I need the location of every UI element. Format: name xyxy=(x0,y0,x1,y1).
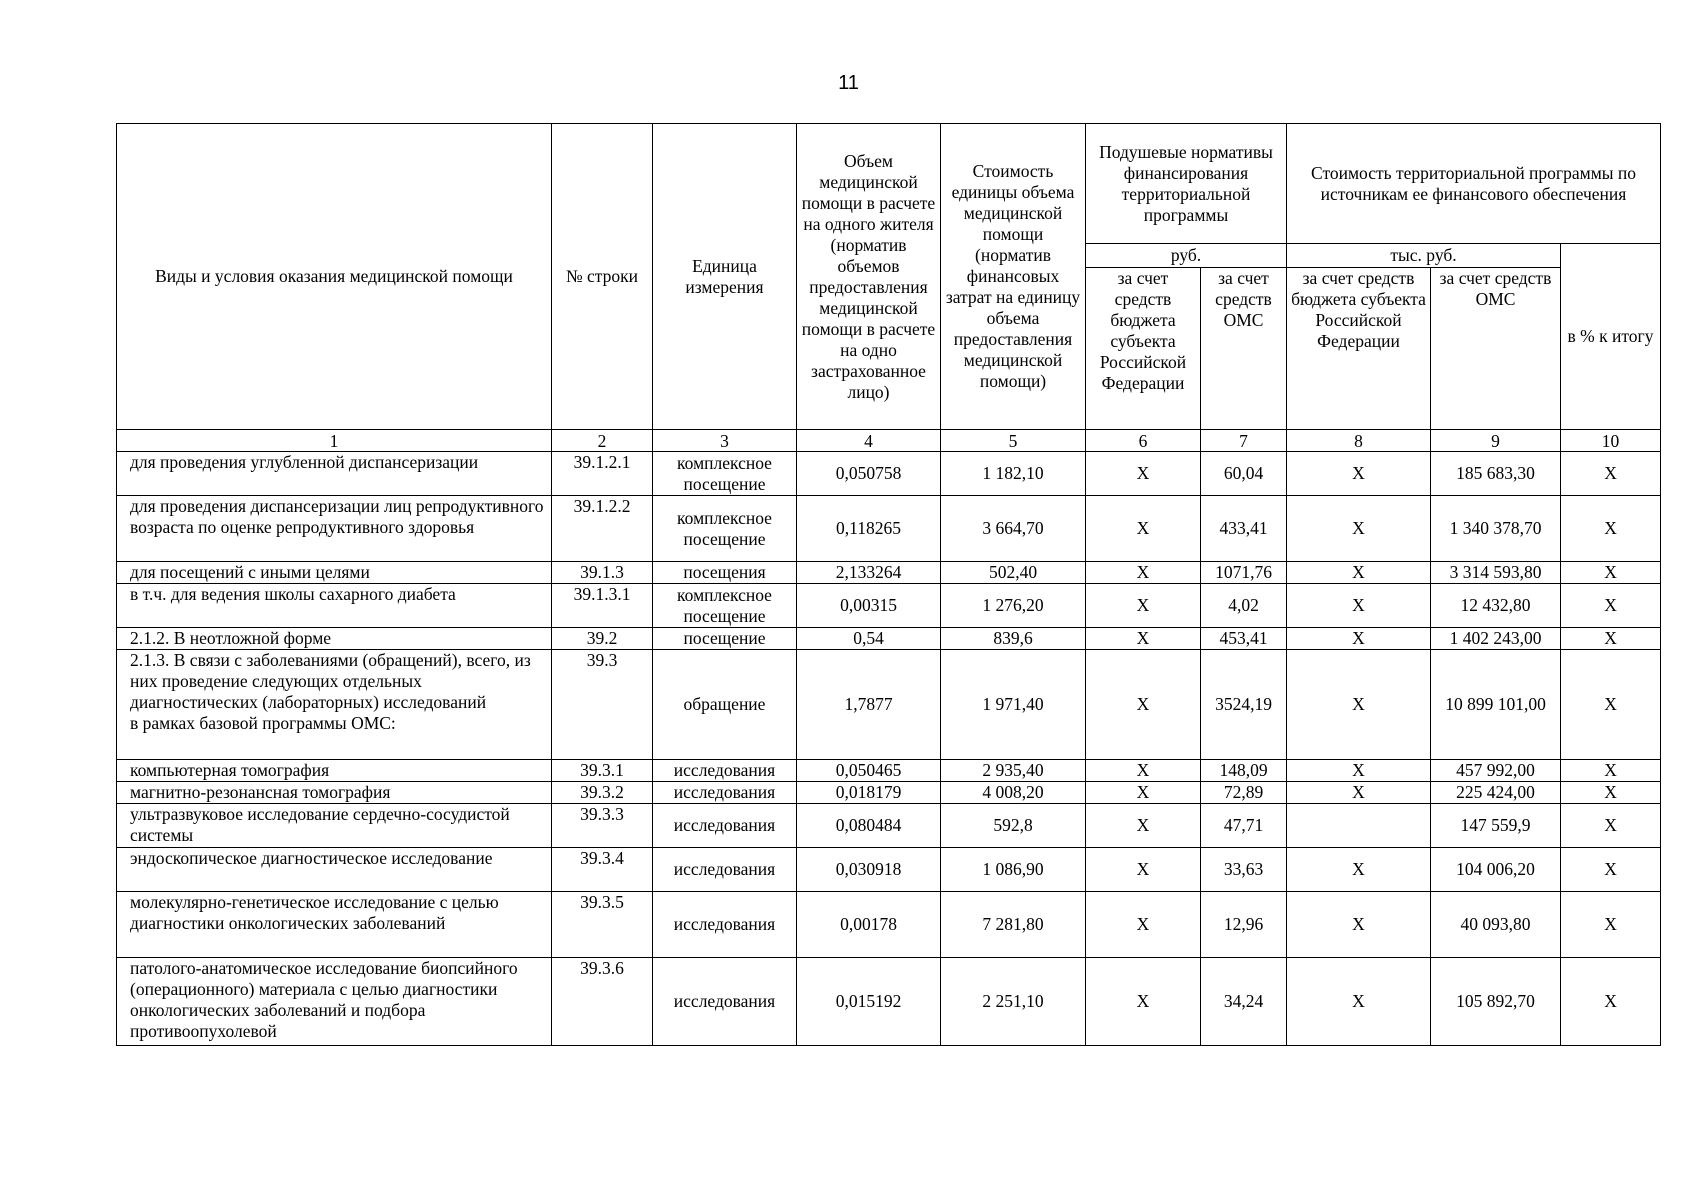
header-unit-cost: Стоимость единицы объема медицинской помощи (норматив финансовых затрат на единицу объема предоставления медицинской помощи) xyxy=(941,124,1086,430)
row-percent-total: Х xyxy=(1561,892,1661,958)
row-unit: комплексное посещение xyxy=(653,496,797,562)
row-oms-per-capita: 453,41 xyxy=(1201,628,1287,650)
row-budget-cost: Х xyxy=(1287,760,1431,782)
row-unit-cost: 2 935,40 xyxy=(941,760,1086,782)
row-oms-cost: 185 683,30 xyxy=(1431,452,1561,496)
row-unit-cost: 1 276,20 xyxy=(941,584,1086,628)
row-volume: 0,00178 xyxy=(797,892,941,958)
row-number: 39.3.5 xyxy=(552,892,653,958)
table-body xyxy=(117,452,1661,1046)
header-cost-group: Стоимость территориальной программы по источникам ее финансового обеспечения xyxy=(1287,124,1661,244)
column-number: 5 xyxy=(941,430,1086,452)
row-name: в т.ч. для ведения школы сахарного диабета xyxy=(117,584,552,628)
row-oms-per-capita: 3524,19 xyxy=(1201,650,1287,760)
row-oms-cost: 457 992,00 xyxy=(1431,760,1561,782)
row-unit-cost: 839,6 xyxy=(941,628,1086,650)
row-unit: исследования xyxy=(653,804,797,848)
row-number: 39.1.3.1 xyxy=(552,584,653,628)
row-oms-cost: 3 314 593,80 xyxy=(1431,562,1561,584)
table-row xyxy=(117,562,1661,584)
table-row xyxy=(117,804,1661,848)
row-volume: 0,54 xyxy=(797,628,941,650)
row-budget-cost: Х xyxy=(1287,892,1431,958)
row-budget-cost: Х xyxy=(1287,848,1431,892)
row-oms-per-capita: 60,04 xyxy=(1201,452,1287,496)
row-unit-cost: 2 251,10 xyxy=(941,958,1086,1046)
row-percent-total: Х xyxy=(1561,804,1661,848)
header-oms-cost: за счет средств ОМС xyxy=(1431,268,1561,430)
header-budget-per-capita: за счет средств бюджета субъекта Российской Федерации xyxy=(1086,268,1201,430)
row-budget-per-capita: Х xyxy=(1086,760,1201,782)
row-oms-cost: 1 402 243,00 xyxy=(1431,628,1561,650)
row-budget-cost: Х xyxy=(1287,650,1431,760)
row-volume: 0,030918 xyxy=(797,848,941,892)
row-unit-cost: 7 281,80 xyxy=(941,892,1086,958)
row-number: 39.2 xyxy=(552,628,653,650)
column-number: 1 xyxy=(117,430,552,452)
table-row xyxy=(117,650,1661,760)
row-volume: 0,050758 xyxy=(797,452,941,496)
row-name: для проведения диспансеризации лиц репродуктивного возраста по оценке репродуктивного здоровья xyxy=(117,496,552,562)
row-volume: 2,133264 xyxy=(797,562,941,584)
row-percent-total: Х xyxy=(1561,496,1661,562)
row-unit-cost: 1 971,40 xyxy=(941,650,1086,760)
row-unit-cost: 1 086,90 xyxy=(941,848,1086,892)
row-volume: 0,118265 xyxy=(797,496,941,562)
row-number: 39.3.4 xyxy=(552,848,653,892)
row-budget-per-capita: Х xyxy=(1086,782,1201,804)
table-row xyxy=(117,452,1661,496)
row-unit: исследования xyxy=(653,848,797,892)
row-budget-cost: Х xyxy=(1287,782,1431,804)
row-budget-cost xyxy=(1287,804,1431,848)
row-budget-per-capita: Х xyxy=(1086,628,1201,650)
table-row xyxy=(117,628,1661,650)
header-budget-cost: за счет средств бюджета субъекта Российской Федерации xyxy=(1287,268,1431,430)
row-name: 2.1.3. В связи с заболеваниями (обращений), всего, из них проведение следующих отдельных диагностических (лабораторных) исследований в рамках базовой программы ОМС: xyxy=(117,650,552,760)
column-number: 2 xyxy=(552,430,653,452)
header-per-capita-group: Подушевые нормативы финансирования территориальной программы xyxy=(1086,124,1287,244)
row-oms-cost: 1 340 378,70 xyxy=(1431,496,1561,562)
row-percent-total: Х xyxy=(1561,760,1661,782)
row-percent-total: Х xyxy=(1561,848,1661,892)
row-oms-per-capita: 72,89 xyxy=(1201,782,1287,804)
row-volume: 0,050465 xyxy=(797,760,941,782)
row-oms-cost: 225 424,00 xyxy=(1431,782,1561,804)
row-name: 2.1.2. В неотложной форме xyxy=(117,628,552,650)
row-volume: 0,080484 xyxy=(797,804,941,848)
header-type: Виды и условия оказания медицинской помощи xyxy=(117,124,552,430)
row-unit-cost: 4 008,20 xyxy=(941,782,1086,804)
row-budget-cost: Х xyxy=(1287,496,1431,562)
table-row xyxy=(117,584,1661,628)
row-unit-cost: 502,40 xyxy=(941,562,1086,584)
row-number: 39.3 xyxy=(552,650,653,760)
row-unit: комплексное посещение xyxy=(653,584,797,628)
row-number: 39.3.1 xyxy=(552,760,653,782)
row-name: компьютерная томография xyxy=(117,760,552,782)
row-unit-cost: 1 182,10 xyxy=(941,452,1086,496)
header-oms-per-capita: за счет средств ОМС xyxy=(1201,268,1287,430)
row-unit: обращение xyxy=(653,650,797,760)
row-budget-per-capita: Х xyxy=(1086,650,1201,760)
row-name: эндоскопическое диагностическое исследование xyxy=(117,848,552,892)
column-numbers-row xyxy=(117,430,1661,452)
row-unit: исследования xyxy=(653,958,797,1046)
row-unit: исследования xyxy=(653,782,797,804)
header-percent-total: в % к итогу xyxy=(1561,244,1661,430)
table-row xyxy=(117,892,1661,958)
row-budget-per-capita: Х xyxy=(1086,584,1201,628)
row-volume: 0,00315 xyxy=(797,584,941,628)
row-budget-cost: Х xyxy=(1287,452,1431,496)
row-name: для посещений с иными целями xyxy=(117,562,552,584)
row-budget-cost: Х xyxy=(1287,562,1431,584)
row-oms-cost: 10 899 101,00 xyxy=(1431,650,1561,760)
row-budget-per-capita: Х xyxy=(1086,452,1201,496)
row-percent-total: Х xyxy=(1561,650,1661,760)
row-oms-per-capita: 34,24 xyxy=(1201,958,1287,1046)
table-row xyxy=(117,760,1661,782)
row-volume: 0,018179 xyxy=(797,782,941,804)
row-oms-cost: 147 559,9 xyxy=(1431,804,1561,848)
row-budget-per-capita: Х xyxy=(1086,958,1201,1046)
row-name: для проведения углубленной диспансеризации xyxy=(117,452,552,496)
column-number: 6 xyxy=(1086,430,1201,452)
row-number: 39.1.2.1 xyxy=(552,452,653,496)
row-budget-cost: Х xyxy=(1287,584,1431,628)
row-oms-per-capita: 33,63 xyxy=(1201,848,1287,892)
row-budget-per-capita: Х xyxy=(1086,848,1201,892)
row-oms-per-capita: 4,02 xyxy=(1201,584,1287,628)
row-unit: исследования xyxy=(653,760,797,782)
column-number: 4 xyxy=(797,430,941,452)
row-oms-cost: 104 006,20 xyxy=(1431,848,1561,892)
page-number: 11 xyxy=(838,72,859,94)
row-budget-cost: Х xyxy=(1287,958,1431,1046)
row-name: ультразвуковое исследование сердечно-сосудистой системы xyxy=(117,804,552,848)
column-number: 8 xyxy=(1287,430,1431,452)
row-oms-per-capita: 47,71 xyxy=(1201,804,1287,848)
row-oms-per-capita: 433,41 xyxy=(1201,496,1287,562)
row-percent-total: Х xyxy=(1561,562,1661,584)
row-number: 39.3.2 xyxy=(552,782,653,804)
header-unit-rub: руб. xyxy=(1086,244,1287,268)
row-oms-per-capita: 12,96 xyxy=(1201,892,1287,958)
row-budget-cost: Х xyxy=(1287,628,1431,650)
row-budget-per-capita: Х xyxy=(1086,804,1201,848)
row-budget-per-capita: Х xyxy=(1086,892,1201,958)
header-row-number: № строки xyxy=(552,124,653,430)
column-number: 7 xyxy=(1201,430,1287,452)
table-row xyxy=(117,496,1661,562)
column-number: 3 xyxy=(653,430,797,452)
row-percent-total: Х xyxy=(1561,628,1661,650)
row-oms-cost: 105 892,70 xyxy=(1431,958,1561,1046)
row-name: молекулярно-генетическое исследование с целью диагностики онкологических заболеваний xyxy=(117,892,552,958)
row-unit: комплексное посещение xyxy=(653,452,797,496)
row-unit: исследования xyxy=(653,892,797,958)
row-oms-cost: 40 093,80 xyxy=(1431,892,1561,958)
row-percent-total: Х xyxy=(1561,958,1661,1046)
row-percent-total: Х xyxy=(1561,782,1661,804)
header-volume: Объем медицинской помощи в расчете на одного жителя (норматив объемов предоставления медицинской помощи в расчете на одно застрахованное лицо) xyxy=(797,124,941,430)
row-number: 39.1.3 xyxy=(552,562,653,584)
financing-table xyxy=(116,123,1661,1046)
row-oms-per-capita: 148,09 xyxy=(1201,760,1287,782)
table-row xyxy=(117,782,1661,804)
row-percent-total: Х xyxy=(1561,584,1661,628)
row-name: патолого-анатомическое исследование биопсийного (операционного) материала с целью диагностики онкологических заболеваний и подбора противоопухолевой xyxy=(117,958,552,1046)
row-unit-cost: 3 664,70 xyxy=(941,496,1086,562)
row-number: 39.1.2.2 xyxy=(552,496,653,562)
row-budget-per-capita: Х xyxy=(1086,562,1201,584)
row-oms-cost: 12 432,80 xyxy=(1431,584,1561,628)
header-unit-thousand-rub: тыс. руб. xyxy=(1287,244,1561,268)
row-volume: 0,015192 xyxy=(797,958,941,1046)
header-unit: Единица измерения xyxy=(653,124,797,430)
column-number: 9 xyxy=(1431,430,1561,452)
row-budget-per-capita: Х xyxy=(1086,496,1201,562)
row-name: магнитно-резонансная томография xyxy=(117,782,552,804)
row-percent-total: Х xyxy=(1561,452,1661,496)
row-unit: посещение xyxy=(653,628,797,650)
row-oms-per-capita: 1071,76 xyxy=(1201,562,1287,584)
table-row xyxy=(117,848,1661,892)
row-unit-cost: 592,8 xyxy=(941,804,1086,848)
row-number: 39.3.3 xyxy=(552,804,653,848)
table-row xyxy=(117,958,1661,1046)
row-number: 39.3.6 xyxy=(552,958,653,1046)
row-unit: посещения xyxy=(653,562,797,584)
column-number: 10 xyxy=(1561,430,1661,452)
row-volume: 1,7877 xyxy=(797,650,941,760)
